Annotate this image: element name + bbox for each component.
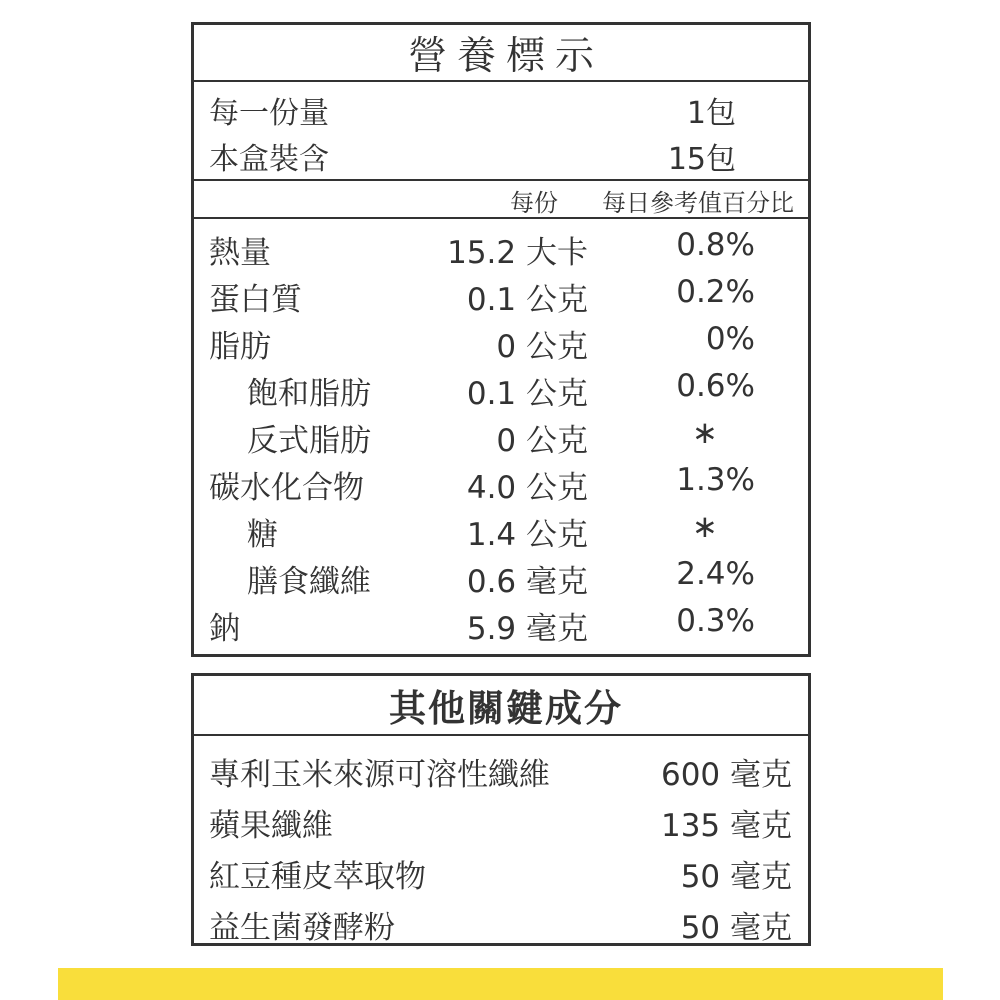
nutrient-daily-pct: 0.3% — [676, 603, 755, 639]
key-ingredients-panel — [191, 673, 811, 946]
daily-value-header: 每日參考值百分比 — [602, 189, 794, 217]
servings-per-box-row — [194, 133, 808, 179]
serving-size-row — [194, 87, 808, 133]
servings-per-box-value: 15包 — [667, 142, 736, 177]
nutrient-daily-pct: 1.3% — [676, 462, 755, 498]
nutrient-daily-pct: 0.6% — [676, 368, 755, 404]
nutrient-name: 熱量 — [209, 235, 271, 271]
nutrient-name: 鈉 — [209, 611, 240, 647]
nutrient-name: 反式脂肪 — [247, 423, 371, 459]
nutrient-row — [194, 551, 808, 598]
nutrient-row — [194, 410, 808, 457]
nutrient-row — [194, 363, 808, 410]
ingredient-name: 專利玉米來源可溶性纖維 — [209, 757, 550, 793]
nutrient-name: 蛋白質 — [209, 282, 302, 318]
ingredient-amount: 135 毫克 — [660, 808, 792, 844]
ingredient-row — [194, 894, 808, 945]
nutrition-facts-panel — [191, 22, 811, 657]
nutrient-name: 膳食纖維 — [247, 564, 371, 600]
nutrient-amount: 0.1 公克 — [466, 282, 588, 318]
servings-per-box-label: 本盒裝含 — [209, 142, 329, 177]
serving-size-value: 1包 — [686, 96, 736, 131]
ingredient-name: 紅豆種皮萃取物 — [209, 859, 426, 895]
nutrient-row — [194, 504, 808, 551]
ingredient-row — [194, 741, 808, 792]
nutrient-daily-pct: ∗ — [692, 415, 718, 451]
nutrient-daily-pct: 0.8% — [676, 227, 755, 263]
nutrient-row — [194, 598, 808, 645]
nutrient-row — [194, 269, 808, 316]
nutrient-row — [194, 457, 808, 504]
nutrient-daily-pct: ∗ — [692, 509, 718, 545]
serving-info — [194, 82, 808, 181]
ingredient-row — [194, 792, 808, 843]
ingredient-amount: 600 毫克 — [660, 757, 792, 793]
nutrient-amount: 0.1 公克 — [466, 376, 588, 412]
per-serving-header: 每份 — [510, 189, 558, 217]
nutrient-daily-pct: 0.2% — [676, 274, 755, 310]
nutrient-amount: 0 公克 — [496, 423, 588, 459]
nutrient-amount: 0 公克 — [496, 329, 588, 365]
nutrient-name: 糖 — [247, 517, 278, 553]
ingredient-row — [194, 843, 808, 894]
nutrition-title: 營養標示 — [194, 25, 808, 82]
nutrient-amount: 4.0 公克 — [466, 470, 588, 506]
key-ingredients-list — [194, 736, 808, 945]
serving-size-label: 每一份量 — [209, 96, 329, 131]
nutrient-amount: 0.6 毫克 — [466, 564, 588, 600]
yellow-accent-bar — [58, 968, 943, 1000]
nutrient-row — [194, 316, 808, 363]
nutrient-list — [194, 219, 808, 645]
nutrient-daily-pct: 2.4% — [676, 556, 755, 592]
ingredient-amount: 50 毫克 — [680, 859, 792, 895]
nutrient-amount: 15.2 大卡 — [447, 235, 588, 271]
ingredient-amount: 50 毫克 — [680, 910, 792, 946]
ingredient-name: 益生菌發酵粉 — [209, 910, 395, 946]
key-ingredients-title: 其他關鍵成分 — [194, 676, 808, 736]
nutrient-daily-pct: 0% — [705, 321, 755, 357]
ingredient-name: 蘋果纖維 — [209, 808, 333, 844]
column-header — [194, 181, 808, 219]
nutrient-name: 碳水化合物 — [209, 470, 364, 506]
nutrient-amount: 1.4 公克 — [466, 517, 588, 553]
nutrient-name: 飽和脂肪 — [247, 376, 371, 412]
nutrient-row — [194, 222, 808, 269]
nutrient-amount: 5.9 毫克 — [466, 611, 588, 647]
nutrient-name: 脂肪 — [209, 329, 271, 365]
